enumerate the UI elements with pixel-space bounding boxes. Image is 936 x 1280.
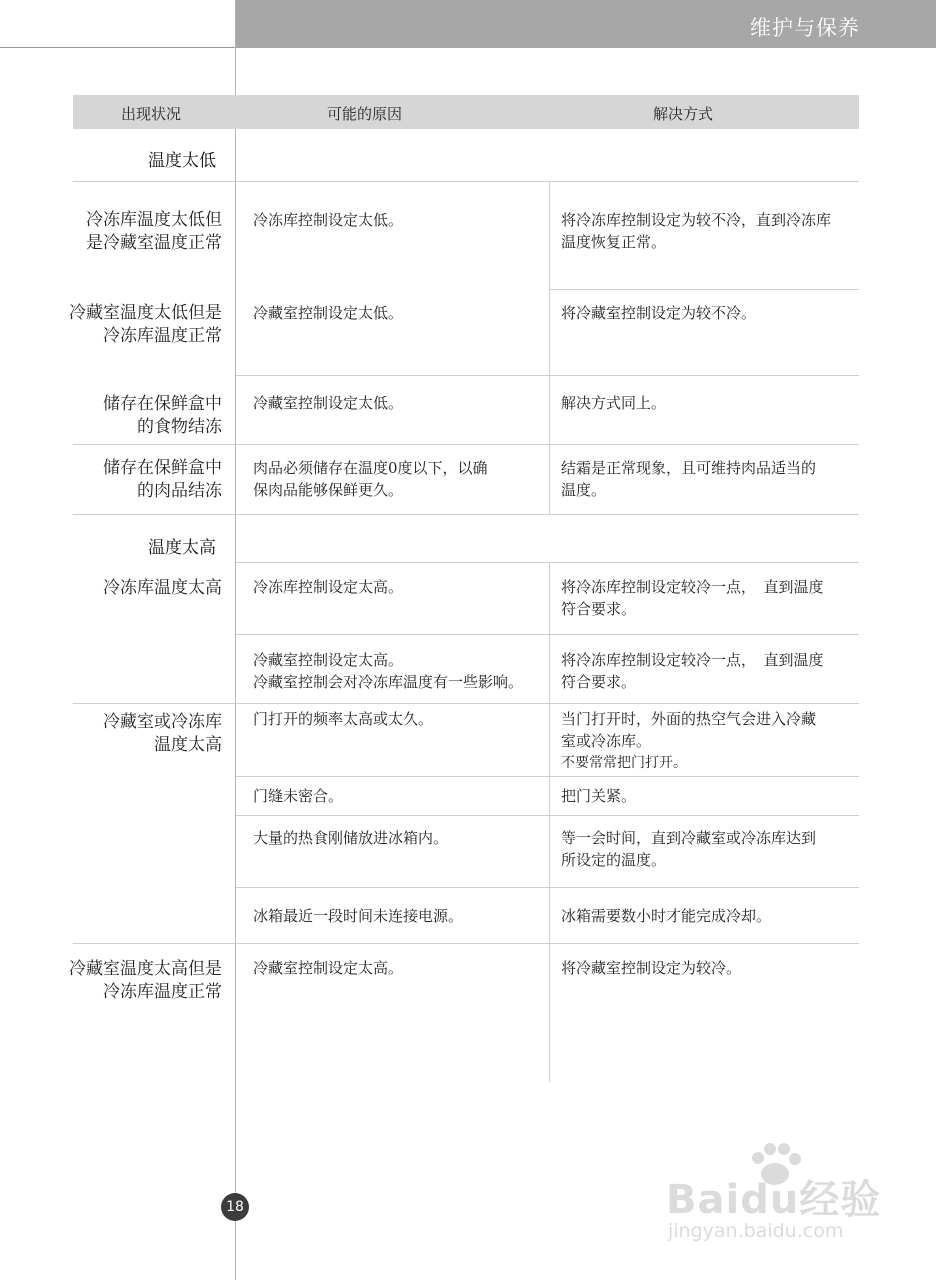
column-divider: [549, 562, 550, 1082]
divider: [236, 887, 859, 888]
solution-cell: 将冷冻库控制设定为较不冷，直到冷冻库 温度恢复正常。: [561, 211, 832, 251]
cause-cell: 冷藏室控制设定太低。: [253, 304, 404, 322]
cause-cell: 冷冻库控制设定太低。: [253, 211, 404, 229]
watermark-url: jingyan.baidu.com: [668, 1220, 844, 1242]
symptom-cell: 冷藏室或冷冻库 温度太高: [103, 712, 222, 755]
baidu-watermark: [660, 1140, 890, 1250]
symptom-cell: 冷冻库温度太高: [103, 578, 222, 598]
page-section-title: 维护与保养: [750, 16, 860, 40]
solution-cell: 等一会时间，直到冷藏室或冷冻库达到 所设定的温度。: [561, 829, 817, 869]
symptom-cell: 储存在保鲜盒中 的食物结冻: [103, 394, 222, 437]
column-divider: [549, 182, 550, 514]
cause-cell: 冷藏室控制设定太高。: [253, 959, 404, 977]
symptom-cell: 冷藏室温度太高但是 冷冻库温度正常: [69, 959, 222, 1002]
header-rule: [0, 47, 236, 48]
symptom-cell: 冷冻库温度太低但 是冷藏室温度正常: [86, 210, 222, 253]
divider: [236, 776, 859, 777]
solution-cell: 将冷藏室控制设定为较冷。: [561, 959, 742, 977]
cause-cell: 大量的热食刚储放进冰箱内。: [253, 829, 449, 847]
cause-cell: 肉品必须储存在温度0度以下，以确 保肉品能够保鲜更久。: [253, 459, 488, 499]
cause-cell: 门打开的频率太高或太久。: [253, 710, 434, 728]
symptom-cell: 冷藏室温度太低但是 冷冻库温度正常: [69, 303, 222, 346]
solution-cell: 冰箱需要数小时才能完成冷却。: [561, 907, 772, 925]
solution-cell: 将冷藏室控制设定为较不冷。: [561, 304, 757, 322]
divider: [73, 943, 859, 944]
symptom-cell: 储存在保鲜盒中 的肉品结冻: [103, 458, 222, 501]
divider: [73, 514, 859, 515]
divider: [73, 181, 859, 182]
watermark-brand: Baidu经验: [666, 1177, 882, 1223]
divider: [236, 634, 859, 635]
cause-cell: 冷藏室控制设定太高。 冷藏室控制会对冷冻库温度有一些影响。: [253, 651, 524, 691]
cause-cell: 冷冻库控制设定太高。: [253, 578, 404, 596]
section-heading: 温度太高: [148, 538, 216, 558]
column-header-symptom: 出现状况: [121, 105, 182, 123]
cause-cell: 冰箱最近一段时间未连接电源。: [253, 907, 464, 925]
solution-cell: 把门关紧。: [561, 787, 637, 805]
cause-cell: 门缝未密合。: [253, 787, 344, 805]
column-header-solution: 解决方式: [653, 105, 714, 123]
table-header: [73, 95, 859, 129]
solution-cell: 解决方式同上。: [561, 394, 667, 412]
divider: [73, 444, 859, 445]
section-heading: 温度太低: [148, 151, 216, 171]
divider: [236, 375, 859, 376]
divider: [549, 289, 859, 290]
column-header-cause: 可能的原因: [327, 105, 403, 123]
cause-cell: 冷藏室控制设定太低。: [253, 394, 404, 412]
header-bar: [236, 0, 936, 48]
divider: [236, 815, 859, 816]
divider: [73, 703, 859, 704]
page-spine-line: [235, 0, 236, 1280]
page-number-badge: 18: [221, 1193, 249, 1221]
solution-cell: 将冷冻库控制设定较冷一点， 直到温度 符合要求。: [561, 651, 824, 691]
solution-cell: 当门打开时，外面的热空气会进入冷藏 室或冷冻库。 不要常常把门打开。: [561, 710, 817, 771]
solution-cell: 结霜是正常现象，且可维持肉品适当的 温度。: [561, 459, 817, 499]
solution-cell: 将冷冻库控制设定较冷一点， 直到温度 符合要求。: [561, 578, 824, 618]
divider: [236, 562, 859, 563]
